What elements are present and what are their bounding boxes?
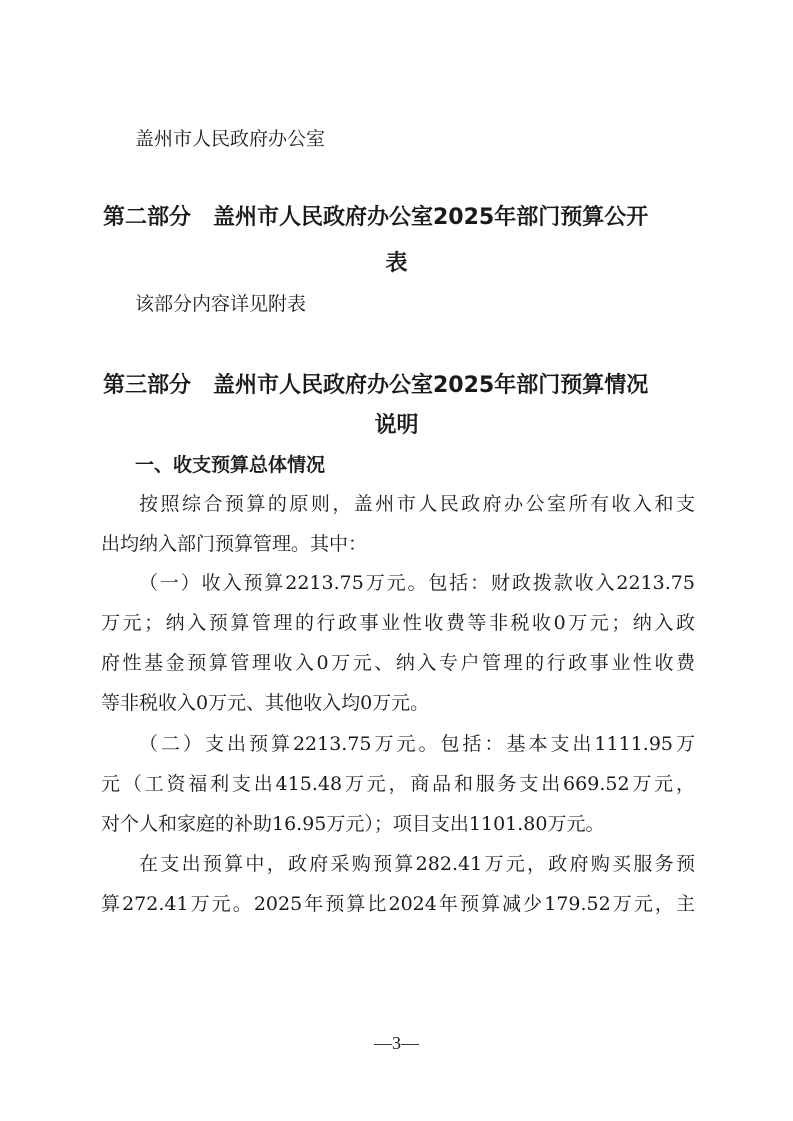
paragraph-line: 按照综合预算的原则，盖州市人民政府办公室所有收入和支 <box>139 493 695 515</box>
paragraph-line: 府性基金预算管理收入0万元、纳入专户管理的行政事业性收费 <box>101 652 695 674</box>
paragraph-line: 出均纳入部门预算管理。其中： <box>101 533 368 555</box>
paragraph-line: 在支出预算中，政府采购预算282.41万元，政府购买服务预 <box>139 853 695 875</box>
part2-body: 该部分内容详见附表 <box>135 293 307 315</box>
org-name: 盖州市人民政府办公室 <box>135 128 326 150</box>
part2-heading-line2: 表 <box>385 251 408 276</box>
paragraph-line: 等非税收入0万元、其他收入均0万元。 <box>101 692 430 714</box>
paragraph-line: 对个人和家庭的补助16.95万元）；项目支出1101.80万元。 <box>101 813 605 835</box>
page-number: —3— <box>374 1033 419 1053</box>
section1-title: 一、收支预算总体情况 <box>135 454 326 476</box>
part2-heading-line1: 第二部分 盖州市人民政府办公室2025年部门预算公开 <box>103 205 649 230</box>
paragraph-line: （一）收入预算2213.75万元。包括：财政拨款收入2213.75 <box>139 572 695 594</box>
paragraph-line: （二）支出预算2213.75万元。包括：基本支出1111.95万 <box>139 733 695 755</box>
paragraph-line: 元（工资福利支出415.48万元，商品和服务支出669.52万元， <box>101 773 695 795</box>
part3-heading-line2: 说明 <box>374 413 419 438</box>
paragraph-line: 算272.41万元。2025年预算比2024年预算减少179.52万元，主 <box>101 893 695 915</box>
paragraph-line: 万元；纳入预算管理的行政事业性收费等非税收0万元；纳入政 <box>101 612 695 634</box>
part3-heading-line1: 第三部分 盖州市人民政府办公室2025年部门预算情况 <box>103 373 649 398</box>
